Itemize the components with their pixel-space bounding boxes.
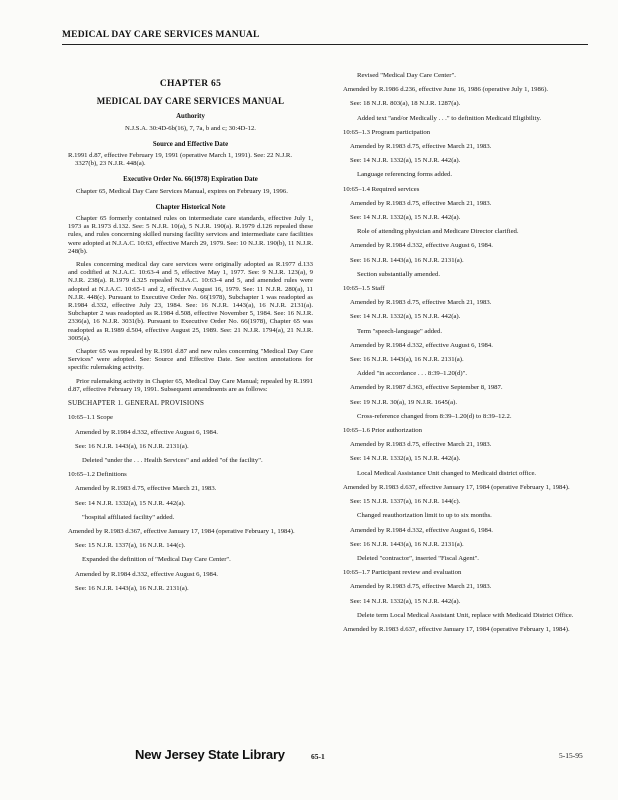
historical-note-paragraph-1: Chapter 65 formerly contained rules on intermediate care standards, effective July 1, 1973 as R.1973 d.132. See: 5 N.J.R. 10(a), 5 N.J.R. 190(a). R.1979 d.126 repealed these rules, and rules concerning skilled nursing facility services and intermediate care facilities were adopted at N.J.A.C. 10:63, effective March 29, 1979. See: 10 N.J.R. 190(b), 11 N.J.R. 248(b). [68,215,313,255]
library-stamp: New Jersey State Library [135,747,285,762]
historical-note-paragraph-3: Chapter 65 was repealed by R.1991 d.87 and new rules concerning "Medical Day Care Services" were adopted. See: Source and Effective Date. See section annotations for specific rulemaking activity. [68,348,313,372]
annotation-line: Amended by R.1984 d.332, effective August 6, 1984. [75,428,218,436]
section-heading: 10:65–1.1 Scope [68,414,113,422]
annotation-line: Expanded the definition of "Medical Day Care Center". [82,556,231,564]
annotation-line: Amended by R.1983 d.367, effective January 17, 1984 (operative February 1, 1984). [68,527,295,535]
annotation-line: Amended by R.1983 d.75, effective March 21, 1983. [350,583,492,591]
annotation-line: Amended by R.1986 d.236, effective June 16, 1986 (operative July 1, 1986). [343,86,549,94]
annotation-line: See: 14 N.J.R. 1332(a), 15 N.J.R. 442(a). [350,313,461,321]
source-heading: Source and Effective Date [152,140,229,148]
annotation-line: Amended by R.1984 d.332, effective August 6, 1984. [350,242,493,250]
historical-note-paragraph-4: Prior rulemaking activity in Chapter 65, Medical Day Care Manual; repealed by R.1991 d.87, effective February 19, 1991. Subsequent amendments are as follows: [68,377,313,393]
annotation-line: See: 16 N.J.R. 1443(a), 16 N.J.R. 2131(a). [350,356,464,364]
annotation-line: See: 14 N.J.R. 1332(a), 15 N.J.R. 442(a). [75,499,186,507]
annotation-line: See: 16 N.J.R. 1443(a), 16 N.J.R. 2131(a). [350,256,464,264]
annotation-line: Added "in accordance . . . 8:39–1.20(d)". [357,370,468,378]
executive-order-heading: Executive Order No. 66(1978) Expiration Date [123,176,258,184]
annotation-line: See: 14 N.J.R. 1332(a), 15 N.J.R. 442(a). [350,214,461,222]
executive-order-text: Chapter 65, Medical Day Care Services Manual, expires on February 19, 1996. [76,187,288,195]
header-rule [62,44,588,45]
source-text: R.1991 d.87, effective February 19, 1991 (operative March 1, 1991). See: 22 N.J.R. 3327(b), 23 N.J.R. 448(a). [68,152,293,168]
annotation-line: See: 15 N.J.R. 1337(a), 16 N.J.R. 144(c). [350,498,461,506]
section-heading: 10:65–1.7 Participant review and evaluation [343,569,462,577]
annotation-line: See: 19 N.J.R. 30(a), 19 N.J.R. 1645(a). [350,398,457,406]
annotation-line: Local Medical Assistance Unit changed to Medicaid district office. [357,469,537,477]
annotation-line: Amended by R.1983 d.637, effective January 17, 1984 (operative February 1, 1984). [343,625,570,633]
section-heading: 10:65–1.4 Required services [343,185,420,193]
annotation-line: Deleted "under the . . . Health Services" and added "of the facility". [82,456,263,464]
revision-date: 5-15-95 [559,751,583,760]
annotation-line: Amended by R.1984 d.332, effective August 6, 1984. [350,526,493,534]
annotation-line: See: 18 N.J.R. 803(a), 18 N.J.R. 1287(a). [350,100,461,108]
right-column [343,72,593,640]
annotation-line: Amended by R.1983 d.75, effective March 21, 1983. [350,143,492,151]
annotation-line: Changed reauthorization limit to up to six months. [357,512,492,520]
running-header: MEDICAL DAY CARE SERVICES MANUAL [62,30,260,40]
annotation-line: Section substantially amended. [357,270,441,278]
annotation-line: See: 14 N.J.R. 1332(a), 15 N.J.R. 442(a). [350,455,461,463]
section-heading: 10:65–1.2 Definitions [68,471,127,479]
annotation-line: Amended by R.1984 d.332, effective August 6, 1984. [350,341,493,349]
left-column [68,72,313,599]
annotation-line: See: 14 N.J.R. 1332(a), 15 N.J.R. 442(a). [350,597,461,605]
section-heading: 10:65–1.3 Program participation [343,128,431,136]
left-annotation-list [68,414,313,593]
annotation-line: See: 14 N.J.R. 1332(a), 15 N.J.R. 442(a). [350,157,461,165]
annotation-line: See: 16 N.J.R. 1443(a), 16 N.J.R. 2131(a). [350,540,464,548]
annotation-line: Amended by R.1983 d.637, effective January 17, 1984 (operative February 1, 1984). [343,483,570,491]
section-heading: 10:65–1.6 Prior authorization [343,427,422,435]
authority-heading: Authority [176,113,205,121]
chapter-number: CHAPTER 65 [159,79,222,89]
page-number: 65-1 [311,752,325,761]
annotation-line: Amended by R.1984 d.332, effective August 6, 1984. [75,570,218,578]
annotation-line: Revised "Medical Day Care Center". [357,72,456,79]
annotation-line: Amended by R.1983 d.75, effective March 21, 1983. [350,199,492,207]
annotation-line: Cross-reference changed from 8:39–1.20(d) to 8:39–12.2. [357,412,512,420]
right-annotation-list [343,72,593,634]
annotation-line: Term "speech-language" added. [357,327,443,335]
authority-text: N.J.S.A. 30:4D-6b(16), 7, 7a, b and c; 30:4D-12. [125,124,256,132]
chapter-title: MEDICAL DAY CARE SERVICES MANUAL [96,96,285,107]
annotation-line: Language referencing forms added. [357,171,453,179]
annotation-line: See: 16 N.J.R. 1443(a), 16 N.J.R. 2131(a). [75,442,189,450]
historical-note-paragraph-2: Rules concerning medical day care services were originally adopted as R.1977 d.133 and codified at N.J.A.C. 10:63-4 and 5, effective May 1, 1977. See: 9 N.J.R. 123(a), 9 N.J.R. 238(a). R.1979 d.325 repealed N.J.A.C. 10:63-4 and 5, and amended rules were adopted at N.J.A.C. 10:65-1 and 2, effective August 16, 1979. See: 11 N.J.R. 280(a), 11 N.J.R. 448(c). Pursuant to Executive Order No. 66(1978), Subchapter 1 was readopted as R.1984 d.332, effective July 23, 1984. See: 16 N.J.R. 1443(a), 16 N.J.R. 2131(a). Subchapter 2 was readopted as R.1984 d.508, effective November 5, 1984. See: 16 N.J.R. 2336(a), 16 N.J.R. 3031(b). Pursuant to Executive Order No. 66(1978), Chapter 65 was readopted as R.1989 d.504, effective August 25, 1989. See: 21 N.J.R. 1794(a), 21 N.J.R. 3005(a). [68,261,313,342]
annotation-line: Added text "and/or Medically . . ." to definition Medicaid Eligibility. [357,114,542,122]
annotation-line: Role of attending physician and Medicare Director clarified. [357,228,519,236]
subchapter-heading: SUBCHAPTER 1. GENERAL PROVISIONS [68,399,205,408]
annotation-line: Amended by R.1983 d.75, effective March 21, 1983. [75,485,217,493]
annotation-line: Amended by R.1987 d.363, effective September 8, 1987. [350,384,503,392]
annotation-line: See: 16 N.J.R. 1443(a), 16 N.J.R. 2131(a). [75,584,189,592]
annotation-line: Deleted "contractor", inserted "Fiscal Agent". [357,554,479,562]
historical-note-heading: Chapter Historical Note [155,203,226,211]
section-heading: 10:65–1.5 Staff [343,285,385,293]
annotation-line: Delete term Local Medical Assistant Unit, replace with Medicaid District Office. [357,611,574,619]
annotation-line: Amended by R.1983 d.75, effective March 21, 1983. [350,299,492,307]
annotation-line: See: 15 N.J.R. 1337(a), 16 N.J.R. 144(c). [75,542,186,550]
annotation-line: Amended by R.1983 d.75, effective March 21, 1983. [350,441,492,449]
annotation-line: "hospital affiliated facility" added. [82,513,175,521]
